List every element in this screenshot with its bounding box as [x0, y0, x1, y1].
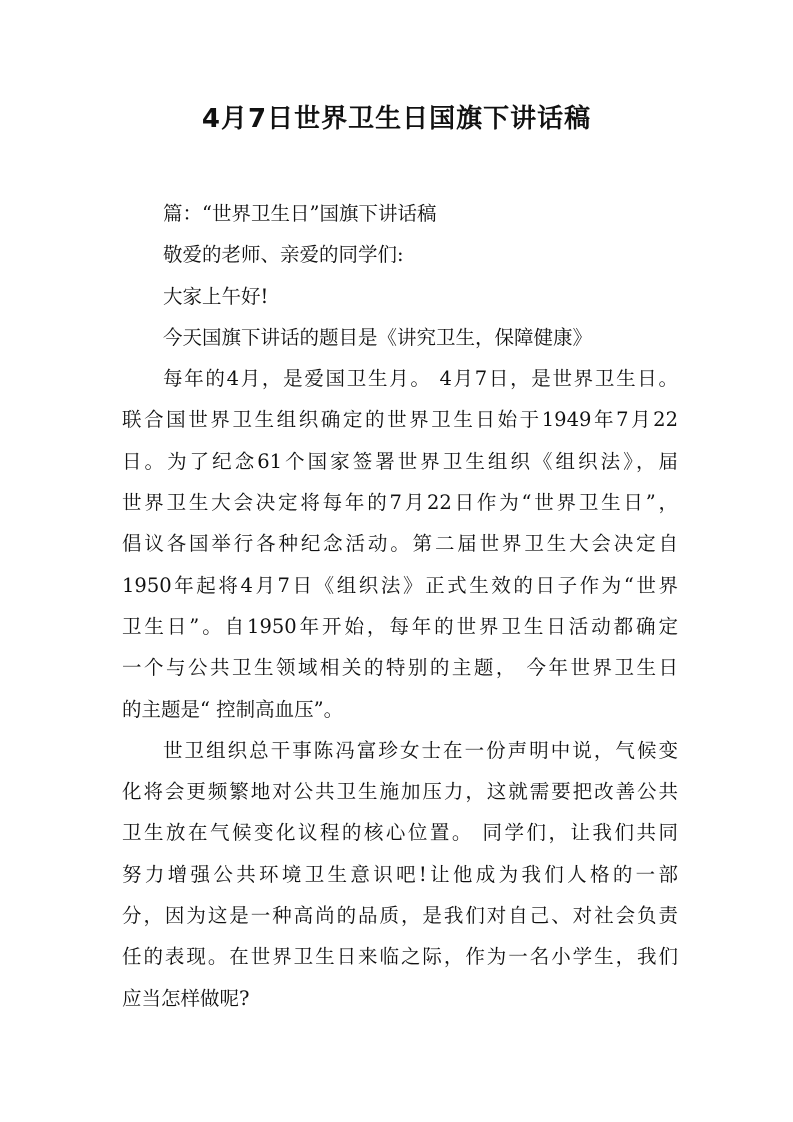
text-line: 化将会更频繁地对公共卫生施加压力，这就需要把改善公共 — [122, 780, 678, 804]
text-line: 联合国世界卫生组织确定的世界卫生日始于1949年7月22 — [122, 408, 678, 432]
text-line: 应当怎样做呢? — [122, 986, 250, 1010]
text-line: 篇：“世界卫生日”国旗下讲话稿 — [163, 202, 437, 225]
text-line: 分，因为这是一种高尚的品质，是我们对自己、对社会负责 — [122, 904, 678, 928]
text-line: 今天国旗下讲话的题目是《讲究卫生，保障健康》 — [163, 325, 593, 349]
text-line: 敬爱的老师、亲爱的同学们: — [163, 243, 404, 267]
text-line: 世界卫生大会决定将每年的7月22日作为“世界卫生日”， — [122, 491, 678, 515]
text-line: 卫生放在气候变化议程的核心位置。 同学们，让我们共同 — [122, 821, 678, 845]
text-line: 每年的4月，是爱国卫生月。 4月7日，是世界卫生日。 — [163, 367, 678, 391]
text-line: 倡议各国举行各种纪念活动。第二届世界卫生大会决定自 — [122, 532, 678, 556]
document-title: 4月7日世界卫生日国旗下讲话稿 — [201, 104, 592, 134]
text-line: 一个与公共卫生领域相关的特别的主题， 今年世界卫生日 — [122, 656, 678, 680]
text-line: 日。为了纪念61个国家签署世界卫生组织《组织法》，届 — [122, 449, 678, 473]
document-body — [122, 197, 678, 1023]
text-line: 的主题是“ 控制高血压”。 — [122, 697, 344, 721]
text-line: 努力增强公共环境卫生意识吧!让他成为我们人格的一部 — [122, 862, 678, 886]
text-line: 世卫组织总干事陈冯富珍女士在一份声明中说，气候变 — [163, 738, 678, 762]
text-line: 卫生日”。自1950年开始，每年的世界卫生日活动都确定 — [122, 614, 678, 638]
text-line: 任的表现。在世界卫生日来临之际，作为一名小学生，我们 — [122, 945, 678, 969]
text-line: 1950年起将4月7日《组织法》正式生效的日子作为“世界 — [122, 573, 678, 597]
text-line: 大家上午好! — [163, 284, 269, 308]
